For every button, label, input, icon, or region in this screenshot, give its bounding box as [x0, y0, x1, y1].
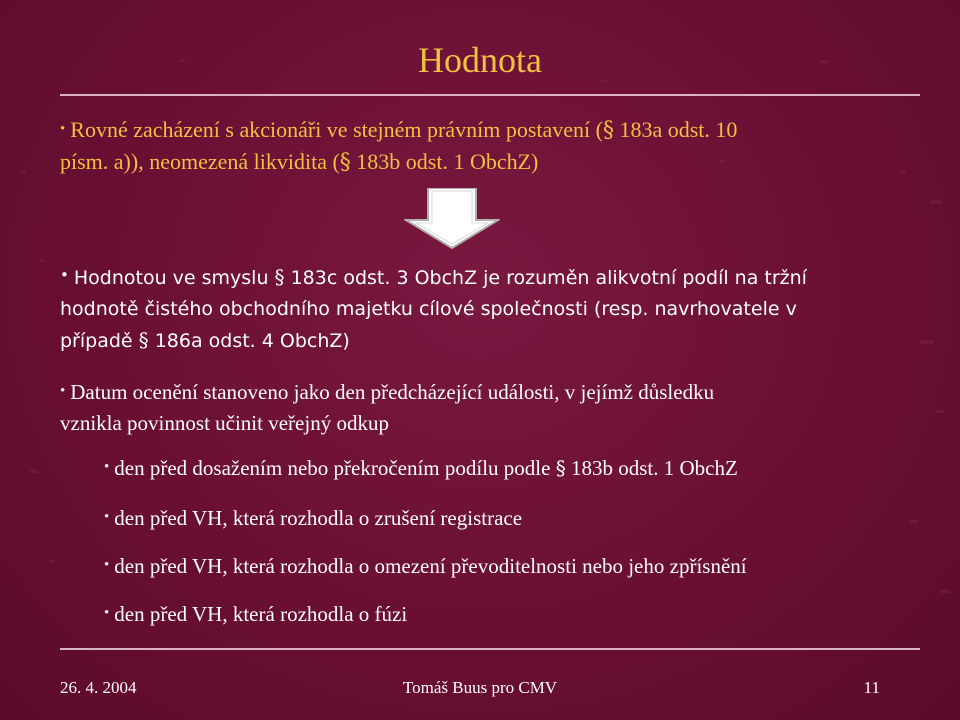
- bullet-1-line-1: [60, 114, 920, 146]
- bullet-1-text-a: Rovné zacházení s akcionáři ve stejném právním postavení (: [70, 117, 603, 142]
- bullet-1-line-2: [60, 146, 920, 178]
- slide-title: Hodnota: [418, 40, 542, 80]
- sub-item-1-text-b: 183b odst. 1 ObchZ: [565, 456, 738, 480]
- bullet-2-text-a: Hodnotou ve smyslu: [73, 267, 275, 289]
- sub-item-1: [104, 452, 934, 484]
- bullet-2-text-d: 186a odst. 4 ObchZ): [148, 330, 350, 352]
- bullet-3-text-a: Datum ocenění stanoveno jako den předcházející události, v jejímž důsledku: [70, 380, 715, 404]
- bullet-dot-icon: •: [60, 383, 66, 399]
- bullet-dot-icon: •: [104, 459, 110, 475]
- bullet-3-line-1: [60, 376, 920, 408]
- bullet-2-line-2: hodnotě čistého obchodního majetku cílové společnosti (resp. navrhovatele v: [60, 298, 797, 320]
- bullet-dot-icon: •: [104, 605, 110, 621]
- bullet-2: [60, 260, 920, 357]
- bullet-1-text-d: 183b odst. 1 ObchZ): [350, 149, 539, 174]
- bullet-3-line-2: vznikla povinnost učinit veřejný odkup: [60, 411, 389, 435]
- bullet-dot-icon: •: [104, 557, 110, 573]
- down-arrow-icon: [404, 188, 500, 250]
- sub-item-4-text: den před VH, která rozhodla o fúzi: [114, 602, 408, 626]
- section-sign: §: [602, 118, 614, 143]
- bullet-dot-icon: •: [60, 121, 66, 137]
- top-divider: [60, 94, 920, 96]
- section-sign: §: [138, 328, 149, 352]
- sub-item-2-text: den před VH, která rozhodla o zrušení registrace: [114, 506, 523, 530]
- bullet-dot-icon: •: [60, 266, 69, 284]
- bullet-2-text-c: případě: [60, 330, 139, 352]
- footer-page-number: 11: [863, 678, 880, 697]
- bullet-2-text-b: 183c odst. 3 ObchZ je rozuměn alikvotní podíl na tržní: [284, 267, 807, 289]
- bottom-divider: [60, 648, 920, 650]
- sub-item-3: [104, 550, 944, 582]
- footer-date: 26. 4. 2004: [60, 678, 137, 697]
- bullet-1: [60, 114, 920, 178]
- sub-item-3-text: den před VH, která rozhodla o omezení převoditelnosti nebo jeho zpřísnění: [114, 554, 747, 578]
- bullet-2-line-3: [60, 325, 920, 357]
- sub-item-1-text-a: den před dosažením nebo překročením podílu podle: [114, 456, 556, 480]
- bullet-dot-icon: •: [104, 509, 110, 525]
- bullet-1-text-c: písm. a)), neomezená likvidita (: [60, 149, 340, 174]
- section-sign: §: [339, 150, 351, 175]
- bullet-1-text-b: 183a odst. 10: [613, 117, 738, 142]
- bullet-2-line-1: [60, 260, 920, 294]
- footer-author: Tomáš Buus pro CMV: [402, 678, 558, 697]
- sub-item-4: [104, 598, 934, 630]
- section-sign: §: [274, 265, 285, 289]
- section-sign: §: [555, 456, 566, 480]
- bullet-3: [60, 376, 920, 439]
- sub-item-2: [104, 502, 934, 534]
